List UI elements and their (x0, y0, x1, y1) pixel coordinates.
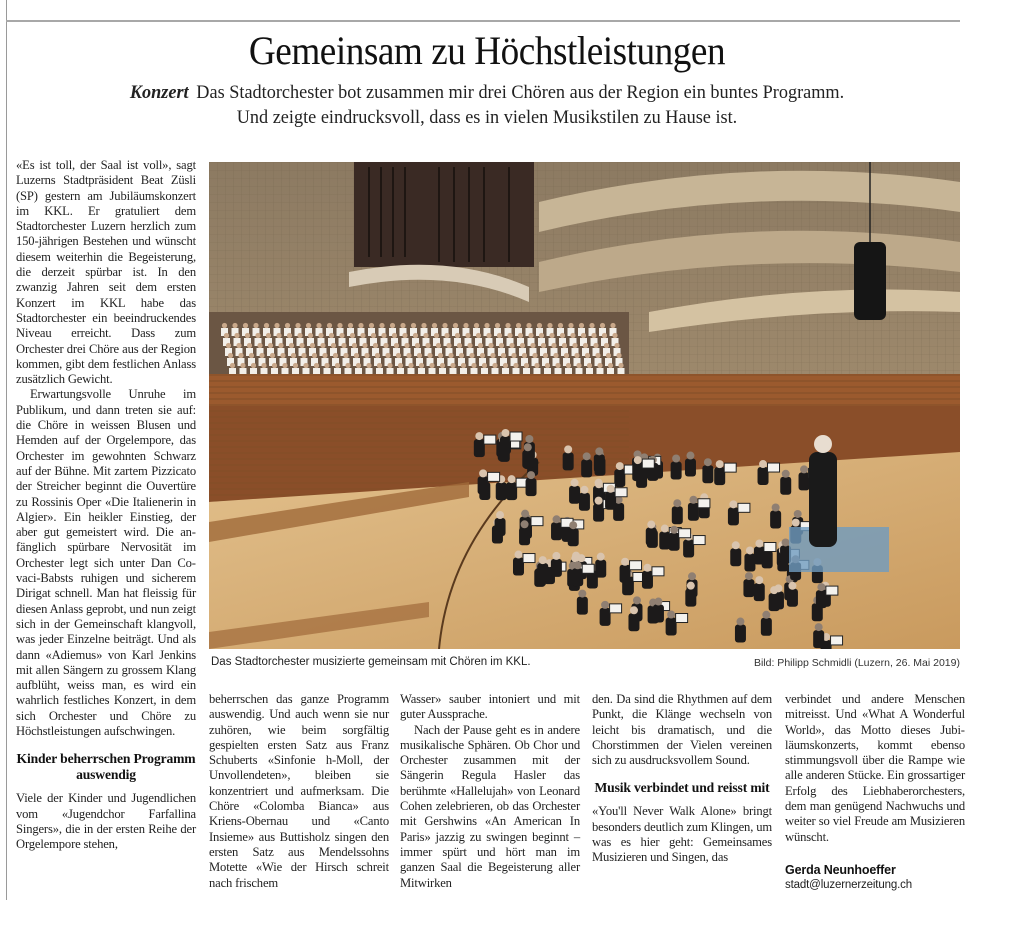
music-stand (764, 543, 776, 552)
concert-photo (209, 162, 960, 649)
paragraph: den. Da sind die Rhythmen auf dem Punkt, die Klänge wechseln von leicht bis dramatisch, und die Chorstimmen der Vielen vereinen sich zu ausdrucksvollem Sound. (592, 692, 772, 768)
musician (642, 571, 653, 589)
musician (688, 503, 699, 521)
musician (728, 507, 739, 525)
column-4 (592, 692, 772, 866)
music-stand (652, 567, 664, 576)
musician (600, 608, 611, 626)
musician (495, 518, 506, 536)
musician (769, 593, 780, 611)
music-stand (768, 463, 780, 472)
musician (563, 452, 574, 470)
music-stand (615, 488, 627, 497)
musician (537, 563, 548, 581)
kicker: Konzert (129, 82, 189, 103)
musician (526, 478, 537, 496)
musician (653, 605, 664, 623)
musician (581, 459, 592, 477)
top-rule (6, 20, 960, 22)
page-margin-rule (6, 0, 7, 900)
photo-caption: Das Stadtorchester musizierte gemeinsam mit Chören im KKL. (211, 656, 531, 668)
music-stand (488, 472, 500, 481)
column-1 (16, 158, 196, 852)
column-5 (785, 692, 965, 894)
musician (579, 493, 590, 511)
music-stand (642, 459, 654, 468)
musician (646, 528, 657, 546)
paragraph: Erwartungsvolle Unruhe im Publikum, und dann treten sie auf: die Chöre in weissen Blusen und Hemden auf der Orgelempore, das Orchester im gewohnten Schwarz auf der Bühne. Mit zartem Pizzicato der Streicher beginnt die Ouvertüre zu Rossinis Oper «Die Italienerin in Algier». Ein heikler Einstieg, der aber gut gemeistert wird. Die anfänglich spürbare Nervosität im Orchester legt sich unter Dan Covaci-Babsts ruhigen und sicherem Dirigat schnell. Man hat fleissig für diesen Anlass geprobt, und nun zeigt sich in der Gemeinschaft klangvoll, was jeder Einzelne beiträgt. Und als dann «Adiemus» von Karl Jenkins mit allen Sängern zu grossem Klang aufblüht, weiss man, es wird ein wahrlich festliches Konzert, in dem sich Orchester und Chöre zu Höchstleistungen aufschwingen. (16, 387, 196, 738)
musician (513, 558, 524, 576)
author-email[interactable]: stadt@luzernerzeitung.ch (785, 879, 912, 892)
musician (614, 469, 625, 487)
music-stand (698, 499, 710, 508)
paragraph: Nach der Pause geht es in andere musikalische Sphären. Ob Chor und Orchester zusammen mit der Sängerin Regula Hasler das berühmte «Hallelujah» von Leonard Cohen zelebrieren, ob das Orchester mit Gershwins «An American In Paris» jazzig zu swingen beginnt – immer spürt und hört man im ganzen Saal die Begeisterung aller Mitwirken (400, 722, 580, 890)
photo-credit: Bild: Philipp Schmidli (Luzern, 26. Mai 2019) (753, 657, 960, 669)
column-2 (209, 692, 389, 891)
paragraph: «You'll Never Walk Alone» bringt besonders deutlich zum Klingen, um was es hier geht: Gemeinsames Musizieren und Singen, das (592, 804, 772, 865)
music-stand (693, 536, 705, 545)
musician (685, 589, 696, 607)
musician (506, 482, 517, 500)
author-name: Gerda Neunhoeffer (785, 862, 896, 877)
music-stand (738, 503, 750, 512)
musician (605, 492, 616, 510)
musician (683, 540, 694, 558)
conductor (809, 452, 837, 547)
music-stand (610, 604, 622, 613)
musician (816, 590, 827, 608)
musician (522, 450, 533, 468)
musician (569, 486, 580, 504)
musician (628, 613, 639, 631)
musician (743, 579, 754, 597)
paragraph: verbindet und andere Menschen mitreisst. Und «What A Wonderful World», das Motto dieses Jubiläumskonzerts, kommt ebenso stimmungsvoll über die Rampe wie alle anderen Stücke. Ein grossartiger Erfolg des Liebhaberorchesters, dem man genügend Nachwuchs und weiter so viel Freude am Musizieren wünscht. (785, 692, 965, 844)
musician (758, 467, 769, 485)
speaker-array (854, 242, 886, 320)
music-stand (531, 517, 543, 526)
musician (671, 462, 682, 480)
music-stand (831, 636, 843, 645)
musician (754, 547, 765, 565)
musician (813, 630, 824, 648)
musician (730, 548, 741, 566)
musician (770, 510, 781, 528)
musician (632, 463, 643, 481)
column-3 (400, 692, 580, 891)
musician (744, 553, 755, 571)
musician (702, 465, 713, 483)
paragraph: «Es ist toll, der Saal ist voll», sagt Luzerns Stadtpräsident Beat Züsli (SP) gestern am Jubiläumskonzert im KKL. Er gratuliert dem Stadtorchester Luzern herzlich zum 150-jährigen Bestehen und wünscht diesem weiterhin die Begeisterung, die derzeit spürbar ist. In den zwanzig Jahren seit dem ersten Konzert im KKL habe das Stadtorchester ein beeindruckendes Niveau erreicht. Dass zum Orchester drei Chöre aus der Region kommen, gibt dem festlichen Anlass zusätzlich Gewicht. (16, 158, 196, 387)
musician (474, 439, 485, 457)
subhead: Musik verbindet und reisst mit (594, 780, 770, 796)
musician (568, 528, 579, 546)
music-stand (724, 463, 736, 472)
musician (735, 625, 746, 643)
musician (478, 476, 489, 494)
musician (672, 506, 683, 524)
music-stand (630, 561, 642, 570)
deck (115, 80, 858, 130)
music-stand (679, 529, 691, 538)
paragraph: beherrschen das ganze Programm auswendig. Und auch wenn sie nur zuhören, wie beim sorgfältig gespielten ersten Satz aus Franz Schuberts «Sinfonie h-Moll, der Unvollendeten», bleiben sie konzentriert und aufmerksam. Die Chöre «Colomba Bianca» aus Kriens-Obernau und «Canto Insieme» aus Buttisholz singen den ersten Satz aus Mendelssohns Motette «Wie der Hirsch schreit nach frischem (209, 692, 389, 890)
musician (593, 504, 604, 522)
musician (496, 482, 507, 500)
musician (666, 618, 677, 636)
musician (799, 472, 810, 490)
music-stand (582, 564, 594, 573)
music-stand (484, 435, 496, 444)
musician (754, 583, 765, 601)
musician (714, 467, 725, 485)
paragraph: Wasser» sauber intoniert und mit guter Aussprache. (400, 692, 580, 722)
music-stand (826, 586, 838, 595)
musician (551, 522, 562, 540)
musician (594, 454, 605, 472)
paragraph: Viele der Kinder und Jugendlichen vom «Jugendchor Farfallina Singers», die in der ersten Reihe der Orgelempore stehen, (16, 791, 196, 852)
music-stand (676, 614, 688, 623)
musician (761, 618, 772, 636)
headline: Gemeinsam zu Höchstleistungen (248, 28, 726, 73)
musician (519, 527, 530, 545)
musician (669, 533, 680, 551)
music-stand (523, 554, 535, 563)
conductor-podium (789, 527, 889, 572)
musician (577, 597, 588, 615)
deck-text: Das Stadtorchester bot zusammen mir drei Chören aus der Region ein buntes Programm. Und zeigte eindrucksvoll, dass es in vielen Musikstilen zu Hause ist. (196, 82, 845, 128)
musician (620, 565, 631, 583)
musician (787, 589, 798, 607)
subhead: Kinder beherrschen Programm auswendig (16, 751, 196, 783)
musician (595, 560, 606, 578)
concert-hall-illustration (209, 162, 960, 649)
musician (500, 436, 511, 454)
musician (572, 568, 583, 586)
musician (780, 477, 791, 495)
musician (685, 459, 696, 477)
musician (551, 559, 562, 577)
music-stand (510, 432, 522, 441)
